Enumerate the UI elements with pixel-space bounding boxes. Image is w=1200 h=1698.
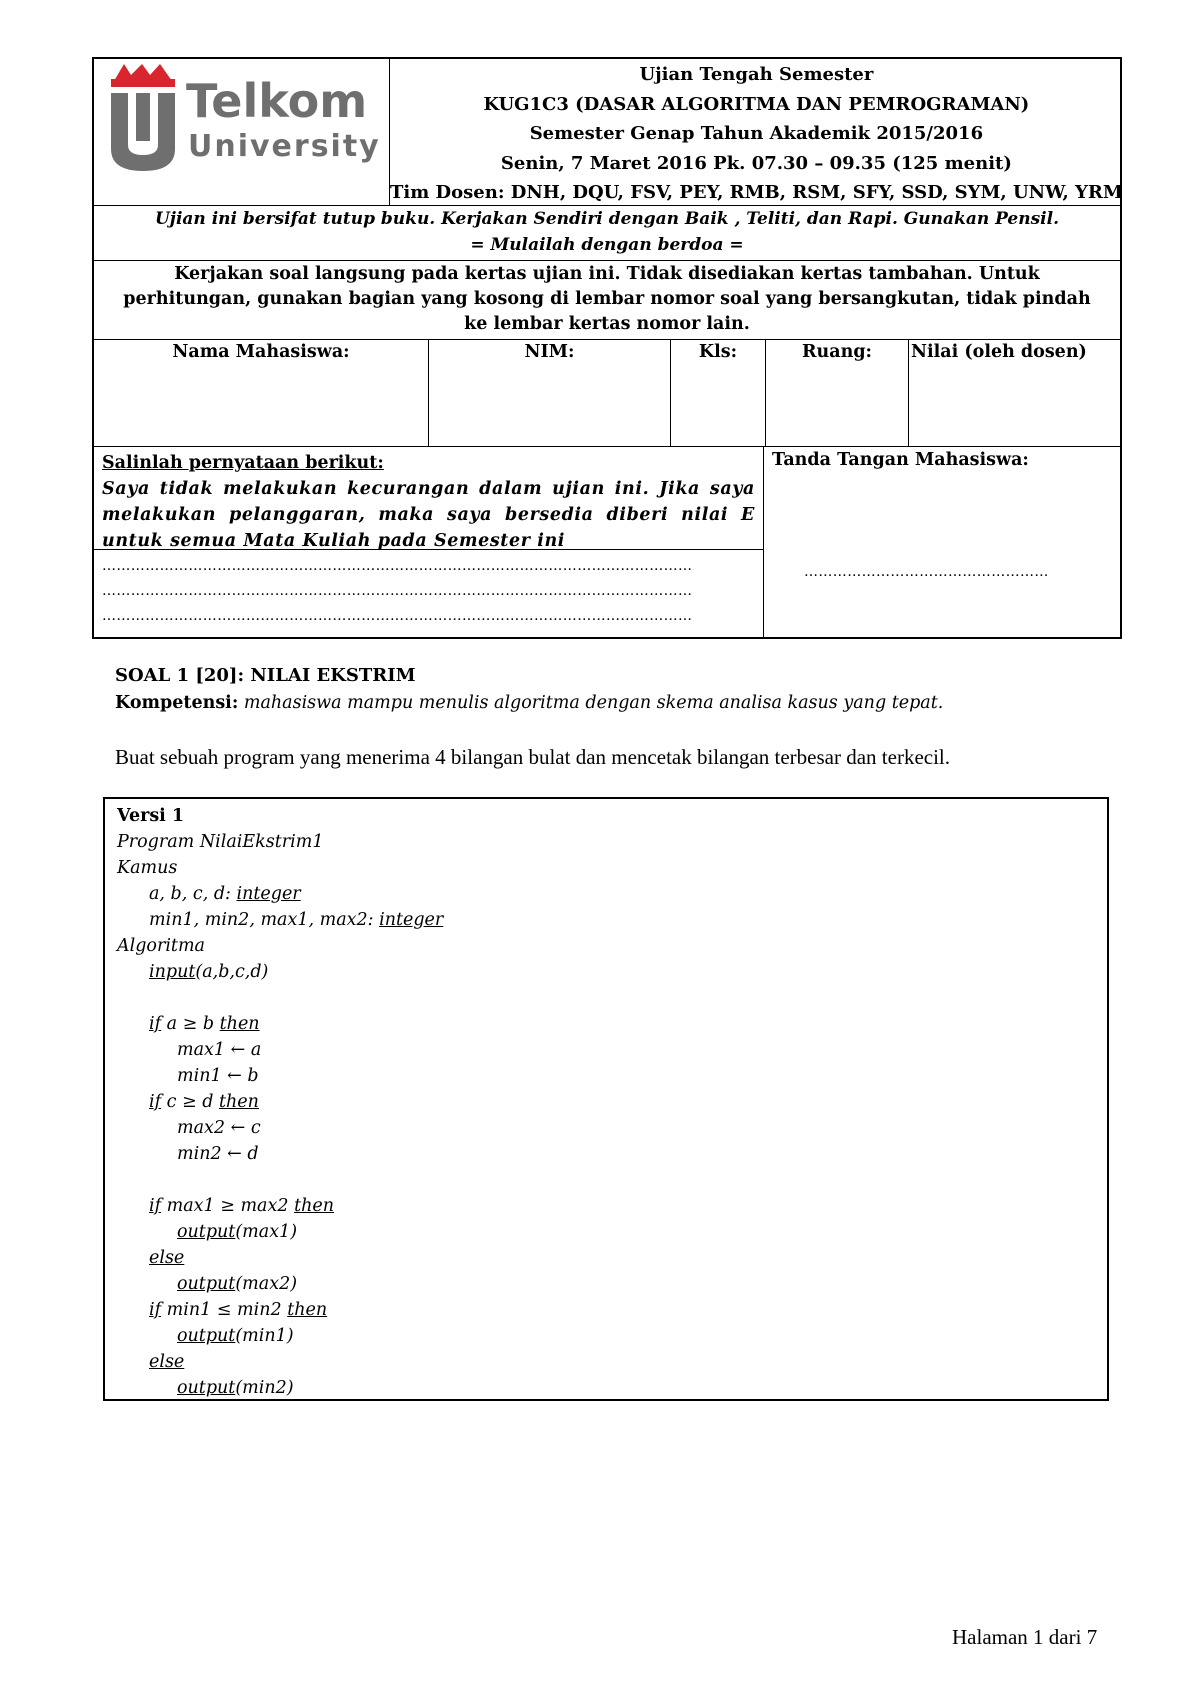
code-output-min1: output(min1)	[177, 1326, 294, 1346]
pledge-dotted-line: ……………………………………………………………………………………………………………	[102, 608, 693, 624]
code-assign-max1: max1 ← a	[177, 1040, 262, 1060]
algorithm-box	[103, 797, 1109, 1401]
code-blank	[117, 985, 1107, 1011]
code-if-3: if max1 ≥ max2 then	[149, 1196, 334, 1216]
semester-info: Semester Genap Tahun Akademik 2015/2016	[529, 123, 984, 144]
svg-text:University: University	[188, 129, 381, 164]
exam-rules	[94, 206, 1120, 260]
field-ruang-label: Ruang:	[801, 342, 873, 362]
exam-title-block	[389, 59, 1123, 205]
code-else-1: else	[149, 1248, 185, 1268]
exam-date: Senin, 7 Maret 2016 Pk. 07.30 – 09.35 (125 menit)	[500, 152, 1012, 174]
code-assign-max2: max2 ← c	[177, 1118, 261, 1138]
code-if-1: if a ≥ b then	[149, 1014, 260, 1034]
rules-line-1: Ujian ini bersifat tutup buku. Kerjakan Sendiri dengan Baik , Teliti, dan Rapi. Gunakan Pensil.	[154, 209, 1060, 229]
exam-instruction-note: Kerjakan soal langsung pada kertas ujian ini. Tidak disediakan kertas tambahan. Untuk perhitungan, gunakan bagian yang kosong di lembar nomor soal yang bersangkutan, tidak pindah ke lembar kertas nomor lain.	[123, 264, 1091, 334]
field-ruang[interactable]	[765, 340, 908, 446]
field-nim-label: NIM:	[524, 342, 575, 362]
question-competence	[115, 693, 943, 713]
code-algoritma: Algoritma	[117, 936, 205, 956]
question-title: SOAL 1 [20]: NILAI EKSTRIM	[115, 665, 416, 686]
telkom-university-logo	[94, 59, 389, 205]
code-output-max1: output(max1)	[177, 1222, 298, 1242]
competence-text: mahasiswa mampu menulis algoritma dengan skema analisa kasus yang tepat.	[243, 693, 944, 713]
field-nilai	[908, 340, 1120, 446]
pledge-heading: Salinlah pernyataan berikut:	[102, 453, 384, 473]
pledge-copy-area[interactable]	[94, 549, 763, 637]
field-kls[interactable]	[670, 340, 765, 446]
field-nama-label: Nama Mahasiswa:	[172, 342, 350, 362]
question-task: Buat sebuah program yang menerima 4 bilangan bulat dan mencetak bilangan terbesar dan terkecil.	[115, 745, 951, 769]
svg-text:Telkom: Telkom	[186, 74, 368, 128]
student-identity-row	[94, 339, 1120, 446]
rules-line-2: = Mulailah dengan berdoa =	[470, 235, 744, 255]
code-kamus: Kamus	[117, 858, 178, 878]
pledge-dotted-line: ……………………………………………………………………………………………………………	[102, 583, 693, 599]
code-input: input(a,b,c,d)	[149, 962, 269, 982]
code-if-4: if min1 ≤ min2 then	[149, 1300, 328, 1320]
code-version: Versi 1	[117, 806, 185, 826]
course-name: KUG1C3 (DASAR ALGORITMA DAN PEMROGRAMAN)	[483, 93, 1030, 115]
code-program: Program NilaiEkstrim1	[117, 832, 324, 852]
page-number: Halaman 1 dari 7	[952, 1625, 1098, 1649]
code-assign-min1: min1 ← b	[177, 1066, 259, 1086]
code-assign-min2: min2 ← d	[177, 1144, 259, 1164]
code-blank	[117, 1167, 1107, 1193]
signature-dotted-line: ……………………………………………	[804, 564, 1049, 580]
exam-header-table	[92, 57, 1122, 639]
pledge-dotted-line: ……………………………………………………………………………………………………………	[102, 558, 693, 574]
code-output-min2: output(min2)	[177, 1378, 294, 1398]
field-nama[interactable]	[94, 340, 428, 446]
code-if-2: if c ≥ d then	[149, 1092, 259, 1112]
exam-title: Ujian Tengah Semester	[639, 64, 874, 85]
field-nim[interactable]	[428, 340, 670, 446]
code-else-2: else	[149, 1352, 185, 1372]
logo-cell	[94, 59, 389, 205]
code-decl-1: a, b, c, d: integer	[149, 884, 301, 904]
code-decl-2: min1, min2, max1, max2: integer	[149, 910, 444, 930]
code-output-max2: output(max2)	[177, 1274, 298, 1294]
signature-cell[interactable]	[763, 447, 1120, 637]
field-nilai-label: Nilai (oleh dosen)	[911, 342, 1087, 362]
lecturer-team: Tim Dosen: DNH, DQU, FSV, PEY, RMB, RSM, SFY, SSD, SYM, UNW, YRM	[390, 182, 1123, 203]
pledge-section	[94, 446, 1120, 637]
competence-label: Kompetensi:	[115, 693, 239, 713]
field-kls-label: Kls:	[698, 342, 738, 362]
signature-label: Tanda Tangan Mahasiswa:	[772, 450, 1029, 470]
logo-mark-icon	[111, 64, 175, 171]
pledge-statement: Saya tidak melakukan kecurangan dalam ujian ini. Jika saya melakukan pelanggaran, maka saya bersedia diberi nilai E untuk semua Mata Kuliah pada Semester ini	[102, 479, 755, 551]
